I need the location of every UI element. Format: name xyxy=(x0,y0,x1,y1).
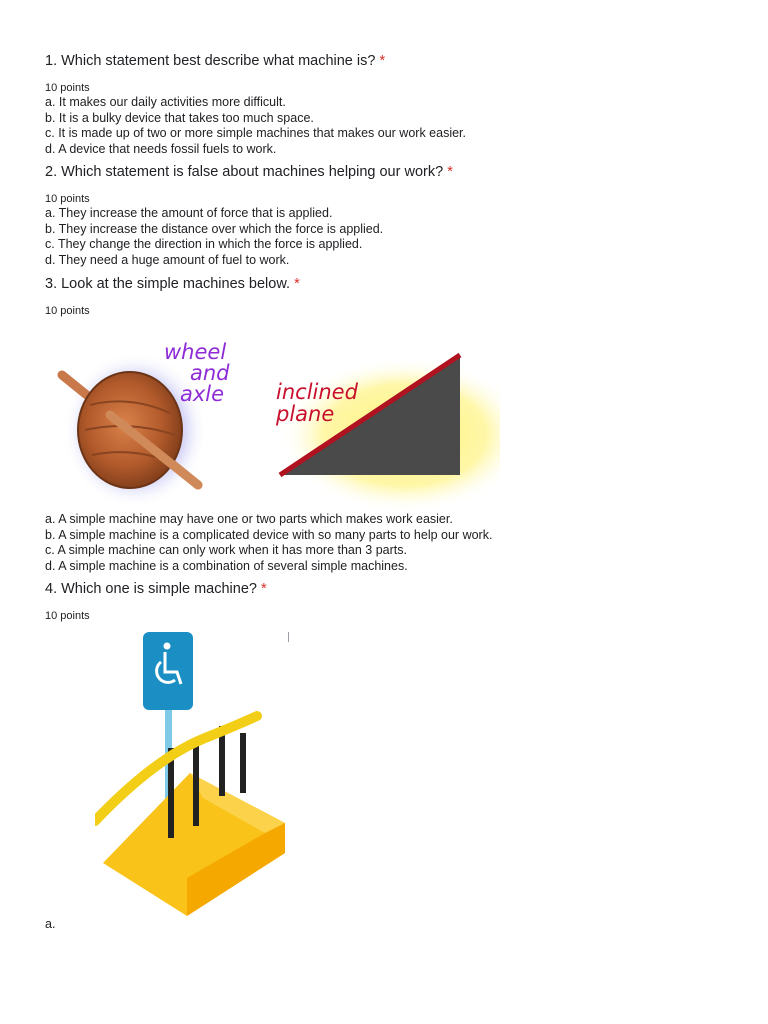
option-d[interactable]: d. A simple machine is a combination of several simple machines. xyxy=(45,558,408,573)
option-c[interactable]: c. A simple machine can only work when it has more than 3 parts. xyxy=(45,543,407,557)
question-title: 1. Which statement best describe what machine is? * xyxy=(45,53,386,69)
question-title: 3. Look at the simple machines below. * xyxy=(45,276,300,292)
wheelchair-ramp-icon xyxy=(95,632,285,916)
required-asterisk: * xyxy=(447,164,453,180)
inclined-plane-icon xyxy=(280,355,500,510)
question-title: 4. Which one is simple machine? * xyxy=(45,581,267,597)
option-a[interactable]: a. They increase the amount of force that is applied. xyxy=(45,206,333,220)
option-c[interactable]: c. They change the direction in which the force is applied. xyxy=(45,237,363,251)
ramp-image xyxy=(95,628,345,918)
wheel-label-line-2: and xyxy=(190,361,230,385)
simple-machines-image xyxy=(50,335,500,510)
question-3 xyxy=(45,275,745,318)
option-b[interactable]: b. It is a bulky device that takes too much space. xyxy=(45,110,314,125)
points-label: 10 points xyxy=(45,82,90,94)
option-a[interactable]: a. xyxy=(45,917,56,931)
question-4 xyxy=(45,580,745,623)
question-4-options xyxy=(45,917,745,933)
option-b[interactable]: b. They increase the distance over which the force is applied. xyxy=(45,221,384,236)
question-3-options xyxy=(45,512,745,574)
required-asterisk: * xyxy=(294,276,300,292)
option-a[interactable]: a. A simple machine may have one or two parts which makes work easier. xyxy=(45,512,453,526)
option-a[interactable]: a. It makes our daily activities more difficult. xyxy=(45,95,286,109)
option-b[interactable]: b. A simple machine is a complicated device with so many parts to help our work. xyxy=(45,527,493,542)
required-asterisk: * xyxy=(261,581,267,597)
wheel-label-line-3: axle xyxy=(180,382,225,406)
wheelchair-sign-icon xyxy=(143,632,193,710)
inclined-label-line-2: plane xyxy=(276,402,335,426)
required-asterisk: * xyxy=(379,53,386,69)
option-c[interactable]: c. It is made up of two or more simple machines that makes our work easier. xyxy=(45,126,467,140)
question-1 xyxy=(45,52,745,157)
points-label: 10 points xyxy=(45,305,90,317)
points-label: 10 points xyxy=(45,193,90,205)
wheel-and-axle-icon xyxy=(62,352,207,508)
option-d[interactable]: d. They need a huge amount of fuel to work. xyxy=(45,252,290,267)
points-label: 10 points xyxy=(45,610,90,622)
inclined-label-line-1: inclined xyxy=(276,380,358,404)
wheel-label-line-1: wheel xyxy=(164,340,227,364)
option-d[interactable]: d. A device that needs fossil fuels to work. xyxy=(45,141,277,156)
question-title: 2. Which statement is false about machines helping our work? * xyxy=(45,164,453,180)
question-2 xyxy=(45,163,745,268)
